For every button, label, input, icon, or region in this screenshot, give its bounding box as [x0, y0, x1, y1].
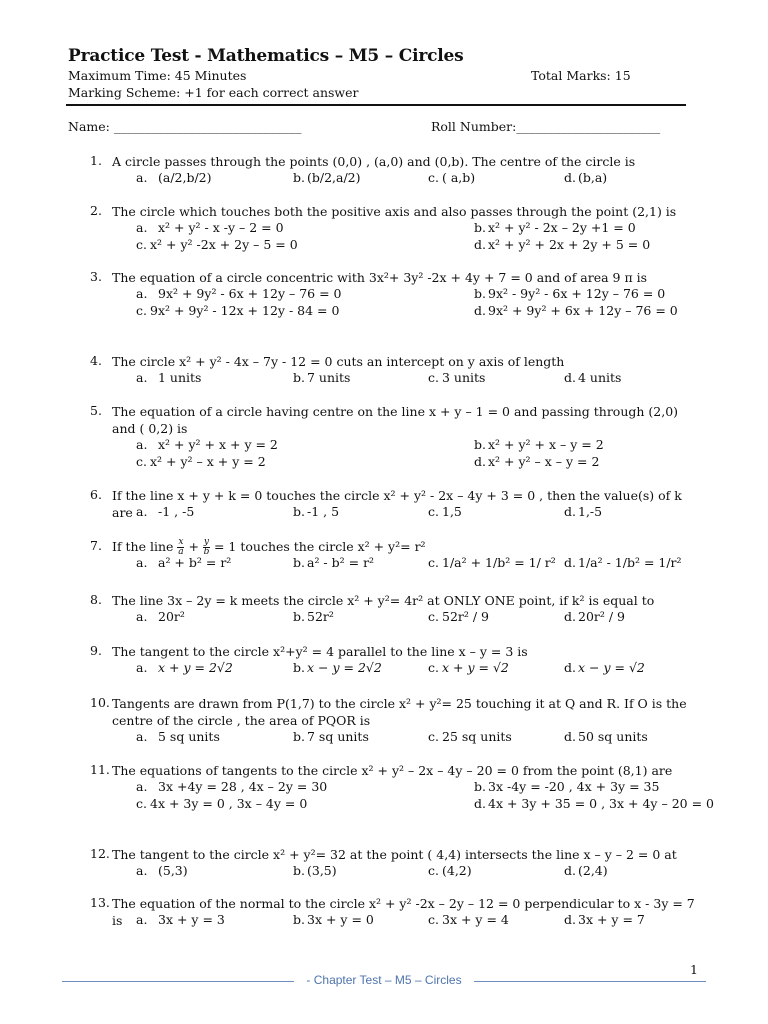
option-letter: a. [136, 370, 148, 385]
option-b [474, 779, 659, 794]
option-value: 1/a² - 1/b² = 1/r² [578, 555, 682, 570]
question-number: 10. [90, 695, 110, 710]
option-value: (5,3) [158, 863, 188, 878]
option-value: 5 sq units [158, 729, 220, 744]
option-letter: b. [293, 504, 305, 519]
option-letter: b. [474, 220, 486, 235]
option-value: x + y = √2 [442, 660, 509, 675]
option-letter: d. [564, 370, 576, 385]
option-letter: d. [564, 660, 576, 675]
option-value: 3x + y = 3 [158, 912, 225, 927]
option-letter: d. [564, 555, 576, 570]
option-value: 52r² [307, 609, 334, 624]
option-value: x² + y² – x + y = 2 [150, 454, 266, 469]
option-a [136, 863, 188, 878]
option-a [136, 609, 185, 624]
plus-sign: + [184, 539, 203, 554]
option-d [564, 609, 625, 624]
option-letter: c. [428, 370, 439, 385]
option-d [564, 863, 608, 878]
option-letter: c. [428, 170, 439, 185]
option-value: (b/2,a/2) [307, 170, 361, 185]
option-c [428, 555, 556, 570]
option-value: x² + y² + x + y = 2 [158, 437, 278, 452]
question-number: 9. [90, 643, 102, 658]
option-d [564, 729, 648, 744]
option-a [136, 555, 231, 570]
option-value: (4,2) [442, 863, 472, 878]
option-b [293, 729, 369, 744]
question-number: 4. [90, 353, 102, 368]
fraction-denominator: a [178, 547, 184, 557]
option-letter: d. [564, 729, 576, 744]
option-value: x² + y² – x – y = 2 [488, 454, 600, 469]
option-a [136, 220, 284, 235]
option-letter: a. [136, 912, 148, 927]
option-letter: b. [293, 370, 305, 385]
option-b [293, 912, 374, 927]
option-value: 9x² + 9y² - 6x + 12y – 76 = 0 [158, 286, 342, 301]
option-value: x² + y² -2x + 2y – 5 = 0 [150, 237, 298, 252]
marking-scheme: Marking Scheme: +1 for each correct answer [68, 85, 359, 100]
question-text: The circle which touches both the positive axis and also passes through the point (2,1) is [112, 204, 677, 219]
option-value: 3x + y = 4 [442, 912, 509, 927]
roll-number-field: Roll Number:_______________________ [431, 119, 661, 134]
option-letter: c. [428, 912, 439, 927]
option-a [136, 660, 233, 675]
option-c [428, 504, 462, 519]
option-d [564, 555, 682, 570]
question-text: The tangent to the circle x² + y²= 32 at the point ( 4,4) intersects the line x – y – 2 = 0 at [112, 847, 677, 862]
option-d [474, 454, 599, 469]
total-marks: Total Marks: 15 [531, 68, 631, 83]
option-a [136, 437, 278, 452]
question-text-pre: If the line [112, 539, 178, 554]
question-text: The equation of a circle having centre on the line x + y – 1 = 0 and passing through (2,0) and ( 0,2) is [112, 404, 679, 436]
option-value: x² + y² - 2x – 2y +1 = 0 [488, 220, 636, 235]
option-value: 4 units [578, 370, 622, 385]
fraction-numerator: x [178, 537, 184, 547]
question-text: The equations of tangents to the circle x² + y² – 2x – 4y – 20 = 0 from the point (8,1) are [112, 763, 673, 778]
option-d [564, 370, 621, 385]
option-value: 52r² / 9 [442, 609, 490, 624]
option-value: 7 units [307, 370, 351, 385]
option-value: 4x + 3y + 35 = 0 , 3x + 4y – 20 = 0 [488, 796, 714, 811]
option-value: 1/a² + 1/b² = 1/ r² [442, 555, 556, 570]
option-c [428, 660, 509, 675]
option-letter: d. [564, 170, 576, 185]
option-letter: d. [564, 912, 576, 927]
question-number: 3. [90, 269, 102, 284]
option-value: 3x -4y = -20 , 4x + 3y = 35 [488, 779, 660, 794]
option-letter: b. [293, 912, 305, 927]
question-text: If the line x + y + k = 0 touches the circle x² + y² - 2x – 4y + 3 = 0 , then the value(s) of k are [112, 488, 682, 520]
option-b [293, 863, 337, 878]
option-letter: d. [474, 454, 486, 469]
option-b [474, 286, 665, 301]
option-value: (b,a) [578, 170, 608, 185]
option-letter: a. [136, 555, 148, 570]
option-letter: b. [474, 437, 486, 452]
option-value: 9x² + 9y² + 6x + 12y – 76 = 0 [488, 303, 678, 318]
option-letter: a. [136, 609, 148, 624]
question-text: The equation of the normal to the circle x² + y² -2x – 2y – 12 = 0 perpendicular to x - 3y = 7 is [112, 896, 695, 928]
option-value: 1 units [158, 370, 202, 385]
question-number: 11. [90, 762, 110, 777]
question-number: 13. [90, 895, 110, 910]
option-letter: c. [428, 660, 439, 675]
option-letter: b. [293, 555, 305, 570]
option-letter: d. [474, 796, 486, 811]
option-value: x − y = √2 [578, 660, 645, 675]
option-value: -1 , 5 [307, 504, 340, 519]
option-value: a² - b² = r² [307, 555, 375, 570]
question-number: 1. [90, 153, 102, 168]
option-letter: b. [293, 863, 305, 878]
option-d [564, 170, 607, 185]
option-letter: a. [136, 729, 148, 744]
option-letter: c. [428, 729, 439, 744]
option-c [428, 729, 512, 744]
option-letter: d. [564, 504, 576, 519]
option-a [136, 504, 194, 519]
option-c [136, 303, 339, 318]
question-text: The circle x² + y² - 4x – 7y - 12 = 0 cuts an intercept on y axis of length [112, 354, 565, 369]
option-c [136, 237, 298, 252]
question-number: 12. [90, 846, 110, 861]
option-value: 1,-5 [578, 504, 603, 519]
option-b [293, 170, 361, 185]
option-c [136, 796, 307, 811]
option-c [428, 170, 475, 185]
option-d [474, 796, 714, 811]
question-number: 8. [90, 592, 102, 607]
question-text: A circle passes through the points (0,0) , (a,0) and (0,b). The centre of the circle is [112, 154, 636, 169]
option-value: 4x + 3y = 0 , 3x – 4y = 0 [150, 796, 308, 811]
option-d [564, 504, 602, 519]
option-d [564, 912, 645, 927]
option-letter: b. [474, 779, 486, 794]
option-value: 50 sq units [578, 729, 648, 744]
option-letter: c. [136, 237, 147, 252]
option-letter: a. [136, 779, 148, 794]
option-b [474, 220, 636, 235]
option-letter: d. [474, 303, 486, 318]
option-c [428, 863, 472, 878]
option-value: 3x +4y = 28 , 4x – 2y = 30 [158, 779, 328, 794]
header-divider [66, 104, 686, 106]
option-value: 20r² [158, 609, 185, 624]
option-d [564, 660, 645, 675]
option-value: 9x² + 9y² - 12x + 12y - 84 = 0 [150, 303, 340, 318]
question-number: 7. [90, 538, 102, 553]
option-c [428, 609, 489, 624]
option-letter: c. [428, 609, 439, 624]
fraction-denominator: b [203, 547, 210, 557]
option-letter: a. [136, 437, 148, 452]
option-a [136, 286, 342, 301]
option-value: x² + y² - x -y – 2 = 0 [158, 220, 284, 235]
page-title: Practice Test - Mathematics – M5 – Circles [68, 46, 464, 66]
option-letter: a. [136, 286, 148, 301]
option-value: x − y = 2√2 [307, 660, 382, 675]
option-letter: b. [293, 170, 305, 185]
fraction-numerator: y [203, 537, 209, 547]
option-value: (2,4) [578, 863, 608, 878]
option-value: 20r² / 9 [578, 609, 626, 624]
option-a [136, 170, 212, 185]
option-a [136, 370, 201, 385]
option-a [136, 912, 225, 927]
question-number: 6. [90, 487, 102, 502]
option-b [293, 660, 382, 675]
option-letter: b. [293, 660, 305, 675]
option-letter: d. [564, 863, 576, 878]
question-text: Tangents are drawn from P(1,7) to the circle x² + y²= 25 touching it at Q and R. If O is the centre of the circle , the area of PQOR is [112, 696, 687, 728]
option-a [136, 729, 220, 744]
option-value: x² + y² + x – y = 2 [488, 437, 604, 452]
name-field: Name: ______________________________ [68, 119, 302, 134]
option-letter: b. [293, 609, 305, 624]
question-number: 2. [90, 203, 102, 218]
option-d [474, 237, 650, 252]
question-text: The tangent to the circle x²+y² = 4 parallel to the line x – y = 3 is [112, 644, 528, 659]
option-letter: c. [136, 796, 147, 811]
option-letter: a. [136, 660, 148, 675]
option-value: 1,5 [442, 504, 462, 519]
page-number: 1 [690, 962, 698, 977]
option-b [293, 370, 350, 385]
option-value: 3x + y = 0 [307, 912, 374, 927]
option-value: a² + b² = r² [158, 555, 232, 570]
option-letter: d. [474, 237, 486, 252]
option-letter: c. [428, 863, 439, 878]
option-b [293, 504, 339, 519]
option-a [136, 779, 327, 794]
option-letter: c. [136, 303, 147, 318]
option-letter: a. [136, 170, 148, 185]
question-text: The equation of a circle concentric with 3x²+ 3y² -2x + 4y + 7 = 0 and of area 9 π is [112, 270, 648, 285]
option-value: ( a,b) [442, 170, 476, 185]
max-time: Maximum Time: 45 Minutes [68, 68, 247, 83]
option-value: (3,5) [307, 863, 337, 878]
option-b [474, 437, 604, 452]
option-value: (a/2,b/2) [158, 170, 212, 185]
option-letter: c. [136, 454, 147, 469]
option-value: 25 sq units [442, 729, 512, 744]
option-value: x² + y² + 2x + 2y + 5 = 0 [488, 237, 651, 252]
option-value: 7 sq units [307, 729, 369, 744]
option-letter: a. [136, 220, 148, 235]
option-c [136, 454, 266, 469]
option-c [428, 912, 509, 927]
option-value: -1 , -5 [158, 504, 195, 519]
question-number: 5. [90, 403, 102, 418]
option-value: 3 units [442, 370, 486, 385]
option-d [474, 303, 678, 318]
option-value: 9x² - 9y² - 6x + 12y – 76 = 0 [488, 286, 666, 301]
option-b [293, 609, 334, 624]
option-letter: a. [136, 863, 148, 878]
option-letter: a. [136, 504, 148, 519]
option-letter: c. [428, 504, 439, 519]
footer-text: - Chapter Test – M5 – Circles [306, 973, 462, 987]
option-letter: d. [564, 609, 576, 624]
question-text: The line 3x – 2y = k meets the circle x² + y²= 4r² at ONLY ONE point, if k² is equal to [112, 593, 655, 608]
option-c [428, 370, 485, 385]
question-text-post: = 1 touches the circle x² + y²= r² [210, 539, 426, 554]
option-value: 3x + y = 7 [578, 912, 645, 927]
option-letter: b. [474, 286, 486, 301]
option-letter: c. [428, 555, 439, 570]
option-value: x + y = 2√2 [158, 660, 233, 675]
option-b [293, 555, 374, 570]
option-letter: b. [293, 729, 305, 744]
